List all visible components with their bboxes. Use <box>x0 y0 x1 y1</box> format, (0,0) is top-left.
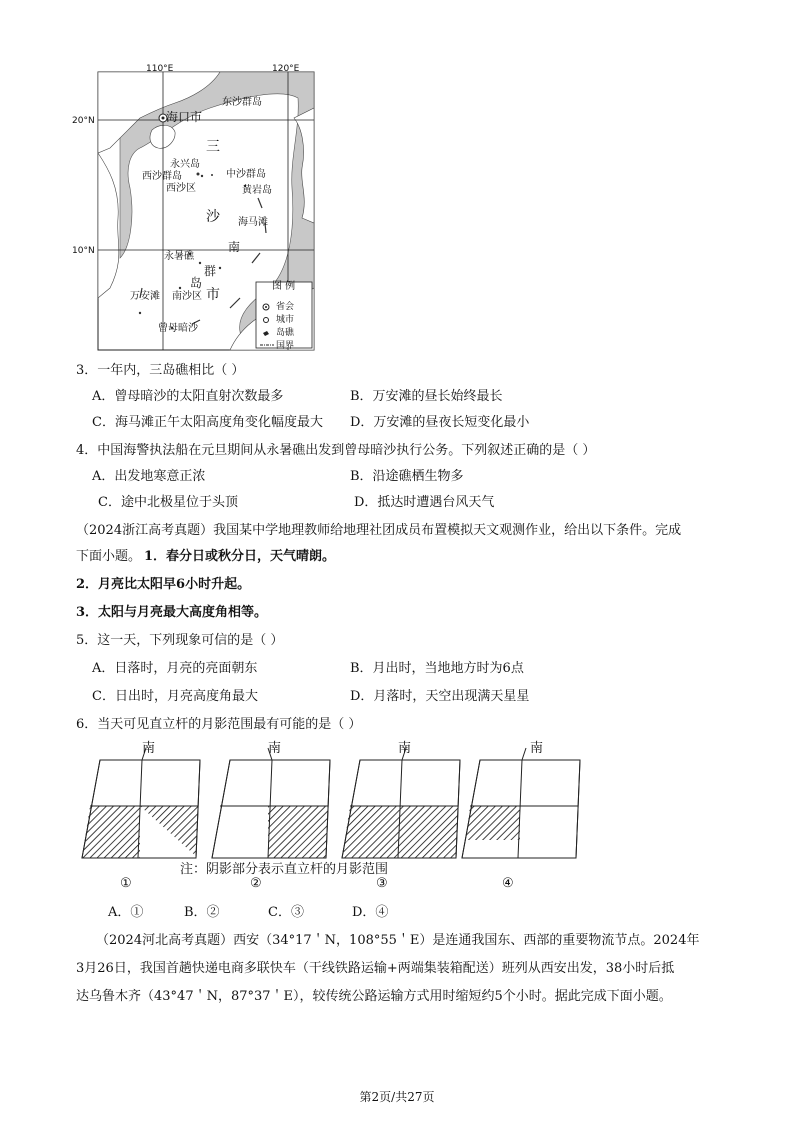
south-label-3: 南 <box>398 741 412 756</box>
diagram-1 <box>82 748 200 858</box>
zj-condition-3: 3．太阳与月亮最大高度角相等。 <box>76 605 268 620</box>
q5-option-d[interactable]: D．月落时，天空出现满天星星 <box>350 689 530 704</box>
zj-condition-2: 2．月亮比太阳早6小时升起。 <box>76 577 251 592</box>
diagram-label-3: ③ <box>376 876 388 891</box>
label-yongxing: 永兴岛 <box>170 159 200 170</box>
q6-option-d[interactable]: D．④ <box>352 905 389 920</box>
legend-item-city: 城市 <box>276 315 295 325</box>
label-big-qun: 群 <box>204 264 217 278</box>
diagrams-svg <box>80 740 600 860</box>
zj-intro-line1: （2024浙江高考真题）我国某中学地理教师给地理社团成员布置模拟天文观测作业，给出以下条件。完成 <box>76 523 682 538</box>
label-dongsha: 东沙群岛 <box>222 97 262 108</box>
label-huangyan: 黄岩岛 <box>242 185 272 196</box>
diagram-label-4: ④ <box>502 876 514 891</box>
diagram-label-2: ② <box>250 876 262 891</box>
diagram-label-1: ① <box>120 876 132 891</box>
q4-option-d[interactable]: D．抵达时遭遇台风天气 <box>354 495 495 510</box>
q5-option-a[interactable]: A．日落时，月亮的亮面朝东 <box>92 661 258 676</box>
lat-label-10: 10°N <box>72 246 95 256</box>
diagram-2 <box>212 748 330 858</box>
page-footer: 第2页/共27页 <box>359 1090 435 1104</box>
q3-option-c[interactable]: C．海马滩正午太阳高度角变化幅度最大 <box>92 415 323 430</box>
diagram-4 <box>462 748 580 858</box>
q3-stem: 3．一年内，三岛礁相比（ ） <box>76 363 245 378</box>
label-big-san: 三 <box>206 139 220 155</box>
q5-stem: 5．这一天，下列现象可信的是（ ） <box>76 633 284 648</box>
label-zengmu: 曾母暗沙 <box>158 323 198 334</box>
lat-label-20: 20°N <box>72 116 95 126</box>
label-zhongsha: 中沙群岛 <box>226 169 266 180</box>
diagram-note: 注：阴影部分表示直立杆的月影范围 <box>180 862 389 877</box>
south-label-2: 南 <box>268 741 282 756</box>
q6-stem: 6．当天可见直立杆的月影范围最有可能的是（ ） <box>76 717 362 732</box>
q3-option-a[interactable]: A．曾母暗沙的太阳直射次数最多 <box>92 389 284 404</box>
legend-item-border: 国界 <box>276 341 295 351</box>
hb-intro-line3: 达乌鲁木齐（43°47＇N，87°37＇E），较传统公路运输方式用时缩短约5个小时。据此完成下面小题。 <box>76 989 672 1004</box>
q5-option-b[interactable]: B．月出时，当地地方时为6点 <box>350 661 524 676</box>
label-wanan: 万安滩 <box>130 291 160 302</box>
label-xisha-district: 西沙区 <box>166 183 196 194</box>
south-label-4: 南 <box>530 741 544 756</box>
label-yongshu: 永暑礁 <box>164 251 194 262</box>
lon-label-120: 120°E <box>272 64 300 74</box>
q4-option-c[interactable]: C．途中北极星位于头顶 <box>98 495 238 510</box>
label-haima: 海马滩 <box>238 217 268 228</box>
q6-option-c[interactable]: C．③ <box>268 905 304 920</box>
q6-option-b[interactable]: B．② <box>184 905 220 920</box>
label-nan: 南 <box>228 240 241 254</box>
diagram-3 <box>342 748 460 858</box>
lon-label-110: 110°E <box>146 64 174 74</box>
south-label-1: 南 <box>142 741 156 756</box>
q4-stem: 4．中国海警执法船在元旦期间从永暑礁出发到曾母暗沙执行公务。下列叙述正确的是（ ） <box>76 443 596 458</box>
q5-option-c[interactable]: C．日出时，月亮高度角最大 <box>92 689 258 704</box>
hb-intro-line1: （2024河北高考真题）西安（34°17＇N，108°55＇E）是连通我国东、西部的重要物流节点。2024年 <box>96 933 700 948</box>
q6-option-a[interactable]: A．① <box>108 905 144 920</box>
q3-option-b[interactable]: B．万安滩的昼长始终最长 <box>350 389 503 404</box>
south-china-sea-map <box>72 58 320 358</box>
q3-option-d[interactable]: D．万安滩的昼夜长短变化最小 <box>350 415 530 430</box>
zj-condition-1: 1．春分日或秋分日，天气晴朗。 <box>144 549 336 564</box>
legend-item-capital: 省会 <box>276 302 295 312</box>
label-big-shi: 市 <box>206 287 220 303</box>
label-big-dao: 岛 <box>190 276 203 290</box>
legend-title: 图 例 <box>272 281 296 292</box>
hb-intro-line2: 3月26日，我国首趟快递电商多联快车（干线铁路运输+两端集装箱配送）班列从西安出发，38小时后抵 <box>76 961 675 976</box>
legend-item-island: 岛礁 <box>276 328 295 338</box>
q4-option-b[interactable]: B．沿途礁栖生物多 <box>350 469 464 484</box>
label-xisha-islands: 西沙群岛 <box>142 171 182 182</box>
label-big-sha: 沙 <box>206 209 220 225</box>
q4-option-a[interactable]: A．出发地寒意正浓 <box>92 469 206 484</box>
label-nansha-district: 南沙区 <box>172 291 202 302</box>
label-haikou: 海口市 <box>166 110 203 124</box>
zj-intro-line2a: 下面小题。 <box>76 549 142 564</box>
